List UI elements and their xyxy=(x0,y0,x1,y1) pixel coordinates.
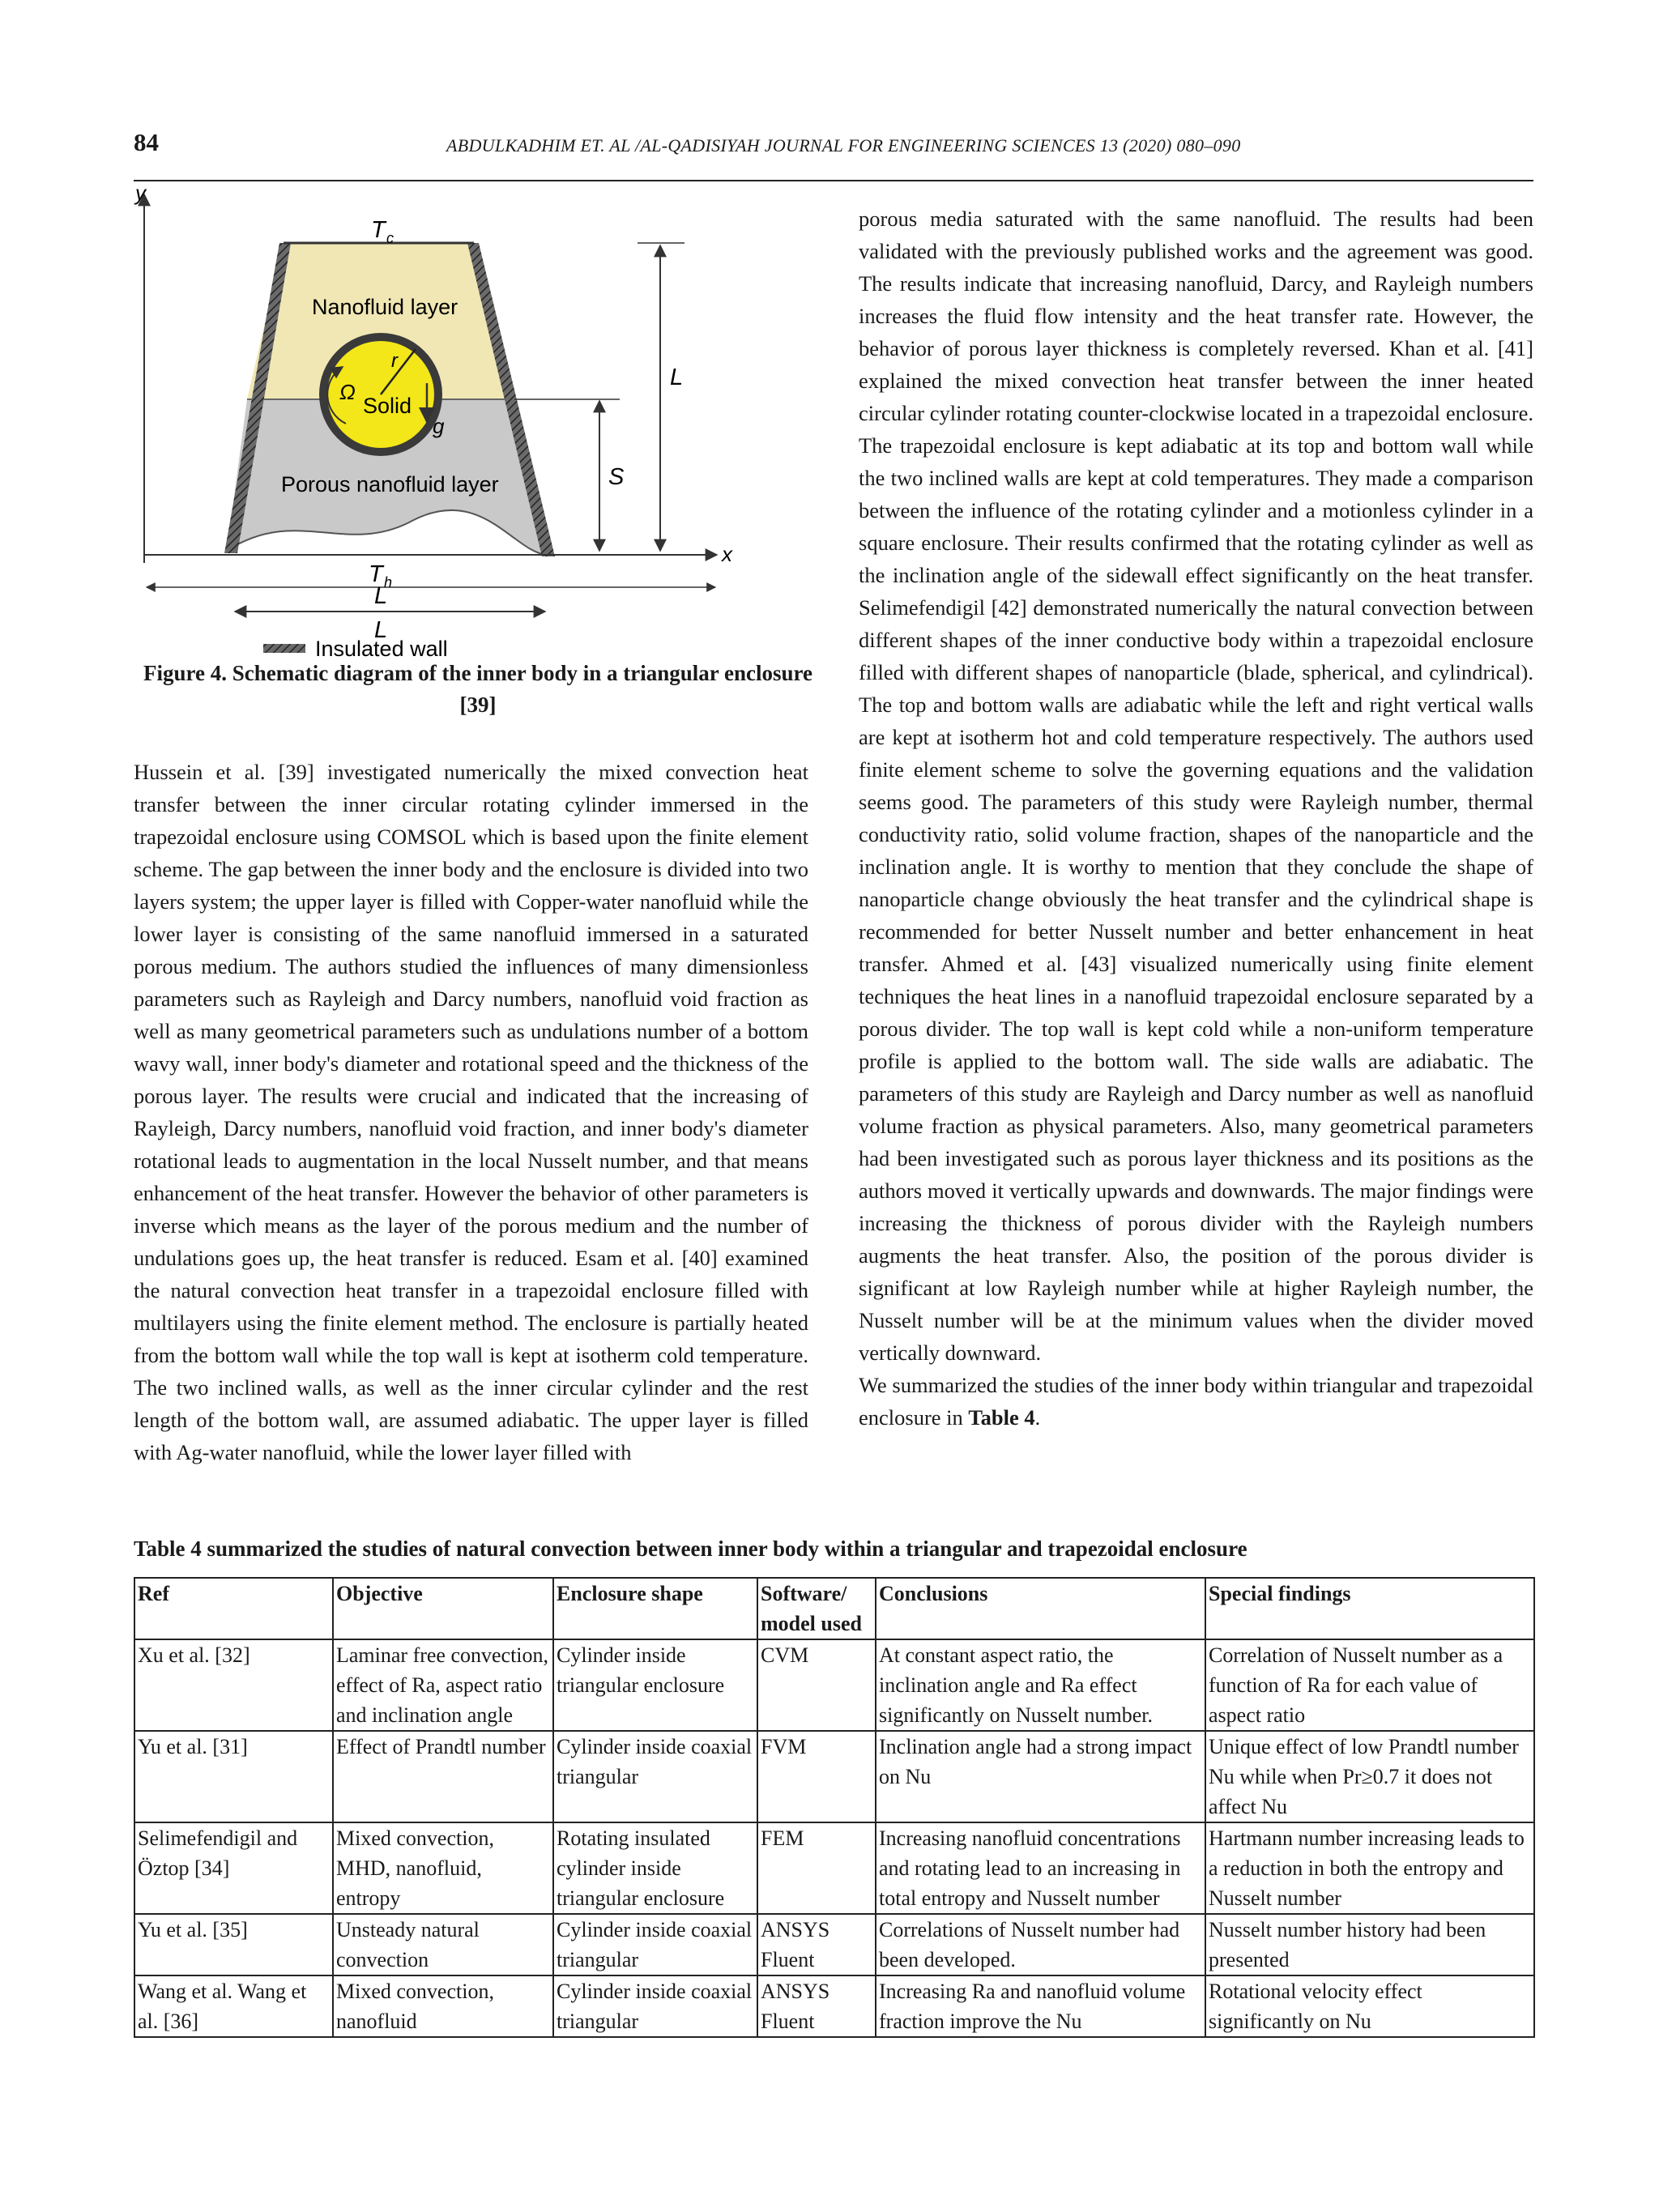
cell-enclosure: Cylinder inside coaxial triangular xyxy=(553,1731,757,1822)
cell-conclusions: Inclination angle had a strong impact on Nu xyxy=(876,1731,1205,1822)
table-row xyxy=(134,1639,1534,1731)
cell-findings: Hartmann number increasing leads to a reduction in both the entropy and Nusselt number xyxy=(1205,1822,1534,1914)
cell-conclusions: At constant aspect ratio, the inclination angle and Ra effect significantly on Nusselt number. xyxy=(876,1639,1205,1731)
table-row xyxy=(134,1975,1534,2037)
right-column xyxy=(859,202,1533,1434)
cell-findings: Unique effect of low Prandtl number Nu while when Pr≥0.7 it does not affect Nu xyxy=(1205,1731,1534,1822)
cell-objective: Unsteady natural convection xyxy=(333,1914,553,1975)
cell-ref: Wang et al. Wang et al. [36] xyxy=(134,1975,333,2037)
cell-enclosure: Rotating insulated cylinder inside triangular enclosure xyxy=(553,1822,757,1914)
header-special-findings: Special findings xyxy=(1205,1578,1534,1639)
porous-layer-label: Porous nanofluid layer xyxy=(281,472,499,497)
cell-objective: Mixed convection, MHD, nanofluid, entropy xyxy=(333,1822,553,1914)
cell-software: FVM xyxy=(757,1731,876,1822)
gravity-label: g xyxy=(433,414,445,438)
cell-objective: Effect of Prandtl number xyxy=(333,1731,553,1822)
cell-ref: Yu et al. [35] xyxy=(134,1914,333,1975)
cell-ref: Yu et al. [31] xyxy=(134,1731,333,1822)
y-axis-label: y xyxy=(135,182,146,205)
enclosure-schematic xyxy=(134,182,822,660)
cell-software: FEM xyxy=(757,1822,876,1914)
table-reference[interactable]: Table 4 xyxy=(968,1405,1035,1430)
cell-findings: Rotational velocity effect significantly on Nu xyxy=(1205,1975,1534,2037)
top-temp-label: T xyxy=(371,217,386,243)
bottom-temp-sub: h xyxy=(384,574,393,590)
right-paragraph-2-end: . xyxy=(1034,1405,1041,1430)
left-column xyxy=(134,756,808,1468)
header-conclusions: Conclusions xyxy=(876,1578,1205,1639)
height-label: L xyxy=(670,364,684,390)
table-title: Table 4 summarized the studies of natural convection between inner body within a triangular and trapezoidal enclosure xyxy=(134,1536,1247,1561)
omega-label: Ω xyxy=(339,380,356,404)
cell-enclosure: Cylinder inside coaxial triangular xyxy=(553,1914,757,1975)
cell-conclusions: Increasing Ra and nanofluid volume fraction improve the Nu xyxy=(876,1975,1205,2037)
cell-software: ANSYS Fluent xyxy=(757,1914,876,1975)
header-objective: Objective xyxy=(333,1578,553,1639)
header-software: Software/ model used xyxy=(757,1578,876,1639)
cell-software: ANSYS Fluent xyxy=(757,1975,876,2037)
cell-findings: Correlation of Nusselt number as a function of Ra for each value of aspect ratio xyxy=(1205,1639,1534,1731)
table-row xyxy=(134,1731,1534,1822)
header-enclosure-shape: Enclosure shape xyxy=(553,1578,757,1639)
nanofluid-layer-label: Nanofluid layer xyxy=(312,295,458,319)
figure-caption: Figure 4. Schematic diagram of the inner body in a triangular enclosure [39] xyxy=(143,661,812,717)
right-paragraph-1: porous media saturated with the same nanofluid. The results had been validated with the previously published works and the agreement was good. The results indicate that increasing nanofluid, Darcy, and Rayleigh numbers increases the fluid flow intensity and the heat transfer rate. However, the behavior of porous layer thickness is completely reversed. Khan et al. [41] explained the mixed convection heat transfer between the inner heated circular cylinder rotating counter-clockwise located in a trapezoidal enclosure. The trapezoidal enclosure is kept adiabatic at its top and bottom wall while the two inclined walls are kept at cold temperatures. They made a comparison between the influence of the rotating cylinder and a motionless cylinder in a square enclosure. Their results confirmed that the rotating cylinder as well as the inclination angle of the sidewall effect significantly on the heat transfer. Selimefendigil [42] demonstrated numerically the natural convection between different shapes of the inner conductive body within a trapezoidal enclosure filled with different shapes of nanoparticle (blade, spherical, and cylindrical). The top and bottom walls are adiabatic while the left and right vertical walls are kept at isotherm hot and cold temperature respectively. The authors used finite element scheme to solve the governing equations and the validation seems good. The parameters of this study were Rayleigh number, thermal conductivity ratio, solid volume fraction, shapes of the nanoparticle and the inclination angle. It is worthy to mention that they conclude the shape of nanoparticle change obviously the heat transfer and the cylindrical shape is recommended for better Nusselt number and better enhancement in heat transfer. Ahmed et al. [43] visualized numerically using finite element techniques the heat lines in a nanofluid trapezoidal enclosure separated by a porous divider. The top wall is kept cold while a non-uniform temperature profile is applied to the bottom wall. The side walls are adiabatic. The parameters of this study are Rayleigh and Darcy number as well as nanofluid volume fraction as physical parameters. Also, many geometrical parameters had been investigated such as porous layer thickness and its positions as the authors moved it vertically upwards and downwards. The major findings were increasing the thickness of porous divider with the Rayleigh numbers augments the heat transfer. Also, the position of the porous divider is significant at low Rayleigh number while at higher Rayleigh number, the Nusselt number will be at the minimum values when the divider moved vertically downward. xyxy=(859,207,1533,1365)
cell-software: CVM xyxy=(757,1639,876,1731)
cell-ref: Xu et al. [32] xyxy=(134,1639,333,1731)
legend-label: Insulated wall xyxy=(315,637,448,660)
bottom-temp-label: T xyxy=(369,561,383,587)
top-temp-sub: c xyxy=(386,230,394,246)
porous-height-label: S xyxy=(608,464,625,490)
table-4 xyxy=(134,1577,1535,2038)
cell-enclosure: Cylinder inside triangular enclosure xyxy=(553,1639,757,1731)
cell-objective: Laminar free convection, effect of Ra, aspect ratio and inclination angle xyxy=(333,1639,553,1731)
page-number: 84 xyxy=(134,128,159,156)
insulated-wall-swatch xyxy=(263,644,305,653)
width-outer-label: L xyxy=(374,617,388,643)
radius-label: r xyxy=(391,350,398,372)
left-paragraph: Hussein et al. [39] investigated numerically the mixed convection heat transfer between the inner circular rotating cylinder immersed in the trapezoidal enclosure using COMSOL which is based upon the finite element scheme. The gap between the inner body and the enclosure is divided into two layers system; the upper layer is filled with Copper-water nanofluid while the lower layer is consisting of the same nanofluid immersed in a saturated porous medium. The authors studied the influences of many dimensionless parameters such as Rayleigh and Darcy numbers, nanofluid void fraction as well as many geometrical parameters such as undulations number of a bottom wavy wall, inner body's diameter and rotational speed and the thickness of the porous layer. The results were crucial and indicated that the increasing of Rayleigh, Darcy numbers, nanofluid void fraction, and inner body's diameter rotational leads to augmentation in the local Nusselt number, and that means enhancement of the heat transfer. However the behavior of other parameters is inverse which means as the layer of the porous medium and the number of undulations goes up, the heat transfer is reduced. Esam et al. [40] examined the natural convection heat transfer in a trapezoidal enclosure filled with multilayers using the finite element method. The enclosure is partially heated from the bottom wall while the top wall is kept at isotherm cold temperature. The two inclined walls, as well as the inner circular cylinder and the rest length of the bottom wall, are assumed adiabatic. The upper layer is filled with Ag-water nanofluid, while the lower layer filled with xyxy=(134,760,808,1464)
right-paragraph-2 xyxy=(859,1369,1533,1434)
width-inner-label: L xyxy=(374,583,388,609)
figure-4 xyxy=(134,182,822,660)
table-row xyxy=(134,1822,1534,1914)
table-row xyxy=(134,1914,1534,1975)
cell-conclusions: Increasing nanofluid concentrations and rotating lead to an increasing in total entropy and Nusselt number xyxy=(876,1822,1205,1914)
table-header-row xyxy=(134,1578,1534,1639)
page-header xyxy=(134,128,1533,181)
x-axis-label: x xyxy=(722,542,732,566)
solid-label: Solid xyxy=(363,394,412,418)
cell-objective: Mixed convection, nanofluid xyxy=(333,1975,553,2037)
header-ref: Ref xyxy=(134,1578,333,1639)
running-title: ABDULKADHIM ET. AL /AL-QADISIYAH JOURNAL FOR ENGINEERING SCIENCES 13 (2020) 080–090 xyxy=(446,135,1241,156)
right-paragraph-2-text: We summarized the studies of the inner body within triangular and trapezoidal enclosure in xyxy=(859,1373,1533,1430)
cell-enclosure: Cylinder inside coaxial triangular xyxy=(553,1975,757,2037)
cell-findings: Nusselt number history had been presented xyxy=(1205,1914,1534,1975)
cell-ref: Selimefendigil and Öztop [34] xyxy=(134,1822,333,1914)
cell-conclusions: Correlations of Nusselt number had been developed. xyxy=(876,1914,1205,1975)
